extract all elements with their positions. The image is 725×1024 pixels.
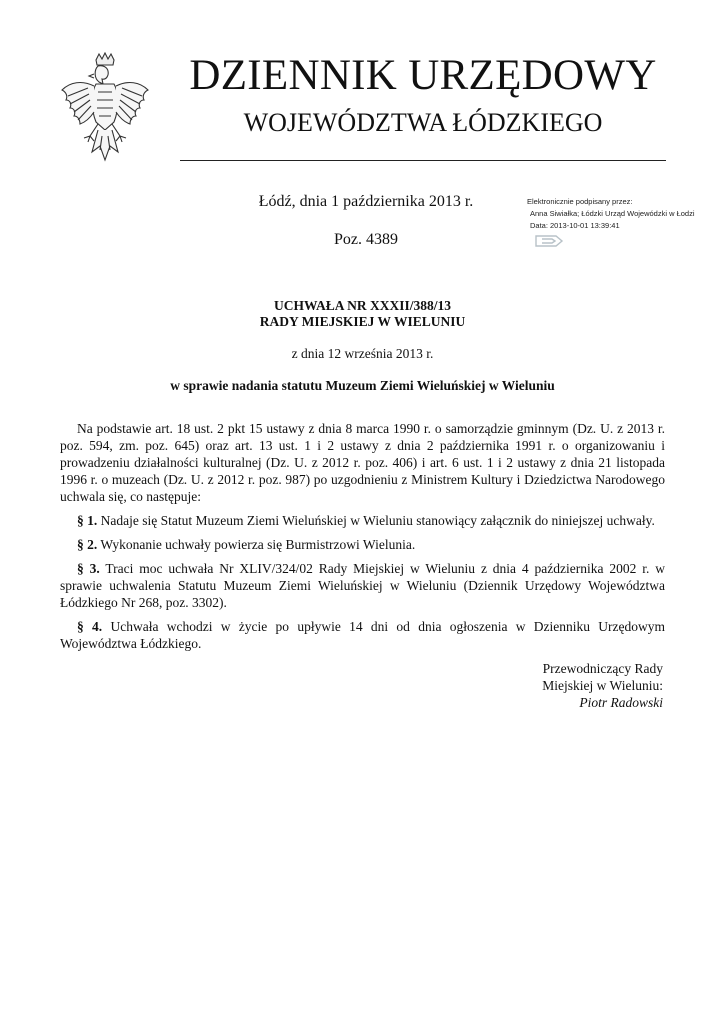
masthead-title: DZIENNIK URZĘDOWY — [189, 52, 657, 99]
resolution-date: z dnia 12 września 2013 r. — [291, 346, 434, 361]
resolution-council: RADY MIEJSKIEJ W WIELUNIU — [259, 314, 466, 329]
resolution-number: UCHWAŁA NR XXXII/388/13 — [273, 298, 452, 313]
paragraph-number: § 4. — [77, 619, 103, 634]
e-signature-signer: Anna Siwiałka; Łódzki Urząd Wojewódzki w Łodzi — [530, 209, 695, 218]
paragraph-number: § 3. — [77, 561, 100, 576]
chairman-signature — [400, 660, 663, 711]
preamble: Na podstawie art. 18 ust. 2 pkt 15 ustawy z dnia 8 marca 1990 r. o samorządzie gminnym (Dz. U. z 2013 r. poz. 594, zm. poz. 645) oraz art. 13 ust. 1 i 2 ustawy z dnia 2 października 1991 r. o organizowaniu i prowadzeniu działalności kulturalnej (Dz. U. z 2012 r. poz. 406) i art. 6 ust. 1 i 2 ustawy z dnia 21 listopada 1996 r. o muzeach (Dz. U. z 2012 r. poz. 987) po uzgodnieniu z Ministrem Kultury i Dziedzictwa Narodowego uchwala się, co następuje: — [60, 421, 665, 504]
paragraph-text: Traci moc uchwała Nr XLIV/324/02 Rady Miejskiej w Wieluniu z dnia 4 października 2002 r. w sprawie uchwalenia Statutu Muzeum Ziemi Wieluńskiej w Wieluniu (Dziennik Urzędowy Województwa Łódzkiego Nr 268, poz. 3302). — [60, 561, 666, 610]
signature-name: Piotr Radowski — [579, 695, 663, 710]
paragraph-number: § 1. — [77, 513, 98, 528]
resolution-body — [60, 420, 665, 659]
e-signature-line1: Elektronicznie podpisany przez: — [527, 197, 633, 206]
paragraph-text: Uchwała wchodzi w życie po upływie 14 dni od dnia ogłoszenia w Dzienniku Urzędowym Województwa Łódzkiego. — [60, 619, 666, 651]
masthead-subtitle: WOJEWÓDZTWA ŁÓDZKIEGO — [243, 108, 603, 137]
issue-position: Poz. 4389 — [334, 231, 398, 248]
paragraph-1 — [60, 512, 665, 529]
issue-date: Łódź, dnia 1 października 2013 r. — [258, 193, 474, 210]
e-signature-block — [527, 196, 717, 232]
e-signature-date: Data: 2013-10-01 13:39:41 — [530, 221, 620, 230]
signature-logo-icon — [534, 232, 564, 250]
signature-role: Przewodniczący Rady — [542, 661, 663, 676]
paragraph-2 — [60, 536, 665, 553]
masthead-divider — [180, 160, 666, 161]
signature-council: Miejskiej w Wieluniu: — [542, 678, 663, 693]
resolution-title — [60, 298, 665, 330]
paragraph-3 — [60, 560, 665, 611]
paragraph-number: § 2. — [77, 537, 98, 552]
paragraph-4 — [60, 618, 665, 652]
paragraph-text: Nadaje się Statut Muzeum Ziemi Wieluńskiej w Wieluniu stanowiący załącznik do niniejszej uchwały. — [100, 513, 655, 528]
paragraph-text: Wykonanie uchwały powierza się Burmistrzowi Wielunia. — [100, 537, 416, 552]
polish-eagle-emblem-icon — [58, 52, 152, 168]
resolution-subject: w sprawie nadania statutu Muzeum Ziemi Wieluńskiej w Wieluniu — [170, 378, 555, 393]
